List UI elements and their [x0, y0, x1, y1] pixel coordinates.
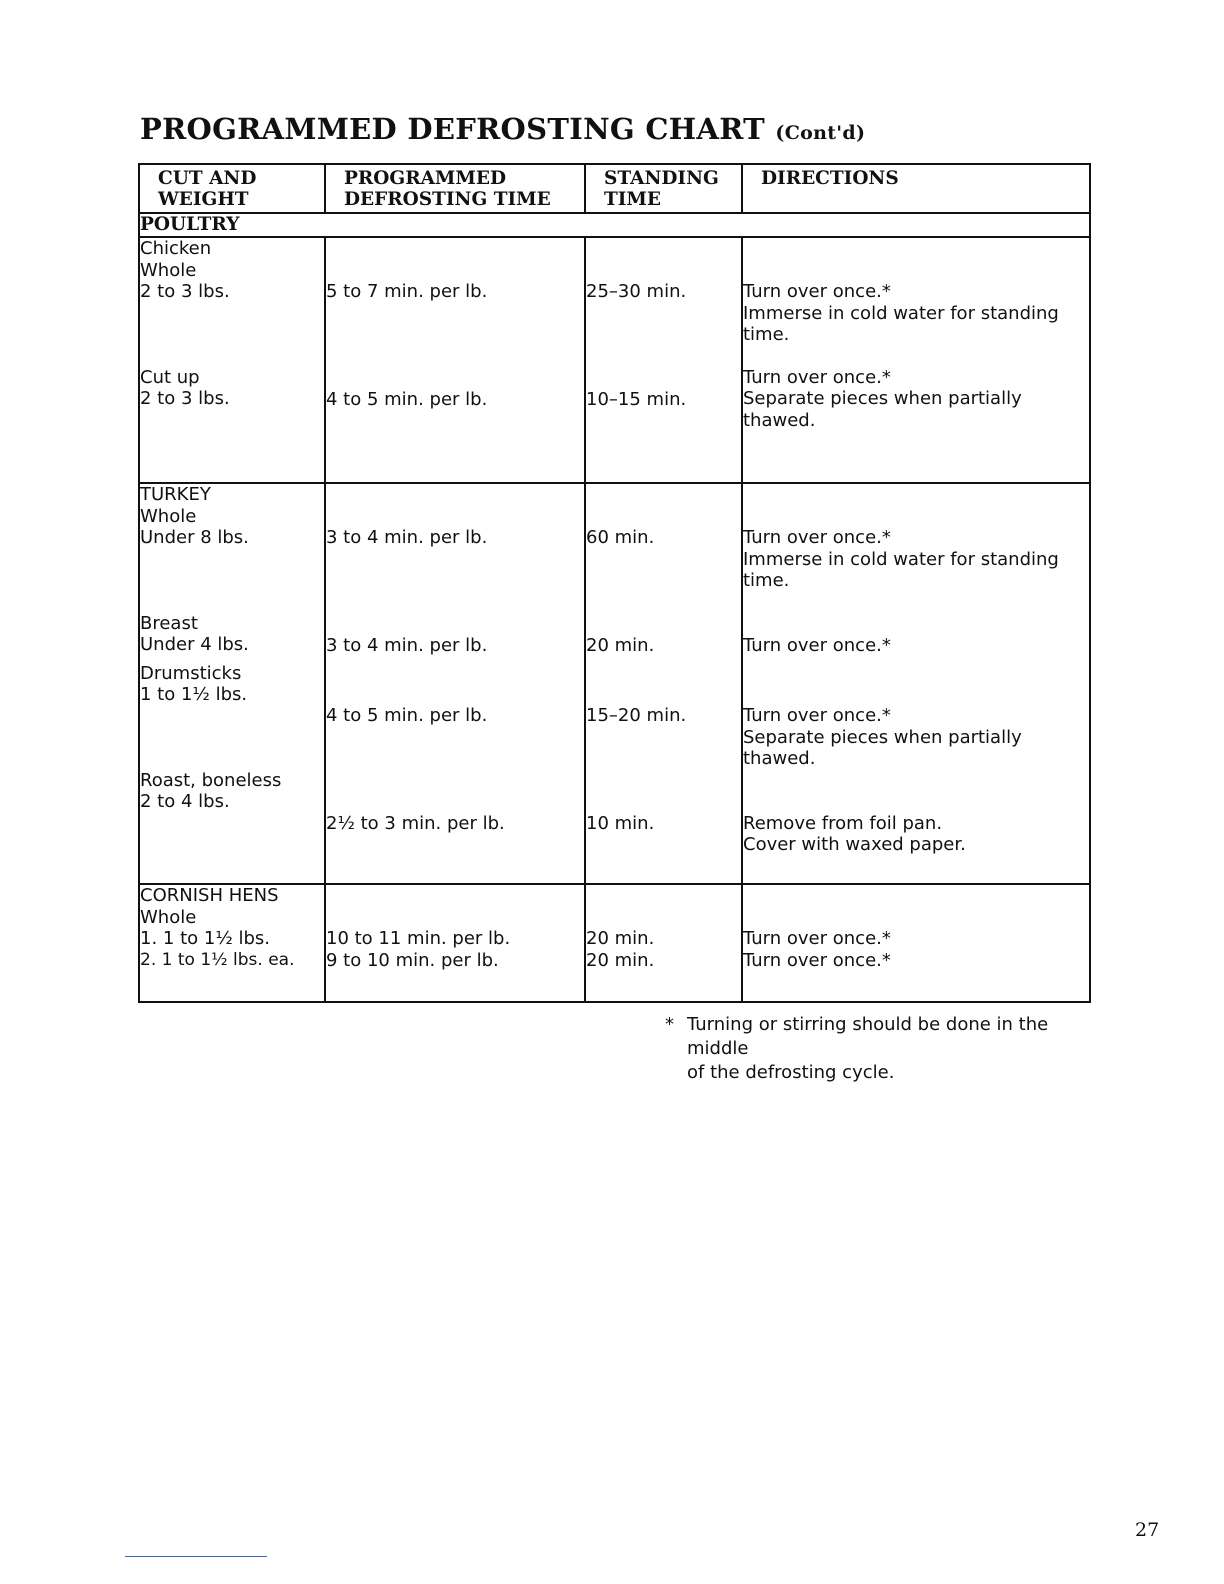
cut-cell: CORNISH HENS Whole 1. 1 to 1½ lbs. 2. 1 to 1½ lbs. ea.	[139, 884, 325, 1002]
header-cut-and-weight: CUT AND WEIGHT	[139, 164, 325, 213]
page-title	[140, 112, 865, 146]
header-directions: DIRECTIONS	[742, 164, 1090, 213]
footnote-marker: *	[665, 1014, 674, 1035]
directions-cell: Turn over once.* Immerse in cold water for standing time. Turn over once.* Turn over once.* Separate pieces when partially thawed. Remove from foil pan. Cover with waxed paper.	[742, 483, 1090, 884]
page-number: 27	[1135, 1519, 1160, 1541]
directions-cell: Turn over once.* Immerse in cold water for standing time. Turn over once.* Separate pieces when partially thawed.	[742, 237, 1090, 483]
footnote	[665, 1013, 1105, 1085]
table-row-chicken	[139, 237, 1090, 483]
cut-cell: TURKEY Whole Under 8 lbs. Breast Under 4 lbs. Drumsticks 1 to 1½ lbs. Roast, boneless 2 to 4 lbs.	[139, 483, 325, 884]
cut-cell: Chicken Whole 2 to 3 lbs. Cut up 2 to 3 lbs.	[139, 237, 325, 483]
time-cell: 10 to 11 min. per lb. 9 to 10 min. per lb.	[325, 884, 585, 1002]
header-standing-time: STANDING TIME	[585, 164, 742, 213]
footnote-line-2: of the defrosting cycle.	[687, 1062, 895, 1083]
footnote-line-1: Turning or stirring should be done in the middle	[687, 1014, 1049, 1059]
title-suffix: (Cont'd)	[775, 122, 866, 144]
header-programmed-defrosting-time: PROGRAMMED DEFROSTING TIME	[325, 164, 585, 213]
section-poultry: POULTRY	[139, 213, 1090, 237]
standing-cell: 60 min. 20 min. 15–20 min. 10 min.	[585, 483, 742, 884]
header-row	[139, 164, 1090, 213]
directions-cell: Turn over once.* Turn over once.*	[742, 884, 1090, 1002]
standing-cell: 25–30 min. 10–15 min.	[585, 237, 742, 483]
section-row	[139, 213, 1090, 237]
table-row-turkey	[139, 483, 1090, 884]
table-row-cornish-hens	[139, 884, 1090, 1002]
time-cell: 5 to 7 min. per lb. 4 to 5 min. per lb.	[325, 237, 585, 483]
standing-cell: 20 min. 20 min.	[585, 884, 742, 1002]
divider	[125, 1556, 267, 1557]
defrosting-chart-table	[138, 163, 1091, 1003]
title-main: PROGRAMMED DEFROSTING CHART	[140, 112, 766, 146]
time-cell: 3 to 4 min. per lb. 3 to 4 min. per lb. 4 to 5 min. per lb. 2½ to 3 min. per lb.	[325, 483, 585, 884]
